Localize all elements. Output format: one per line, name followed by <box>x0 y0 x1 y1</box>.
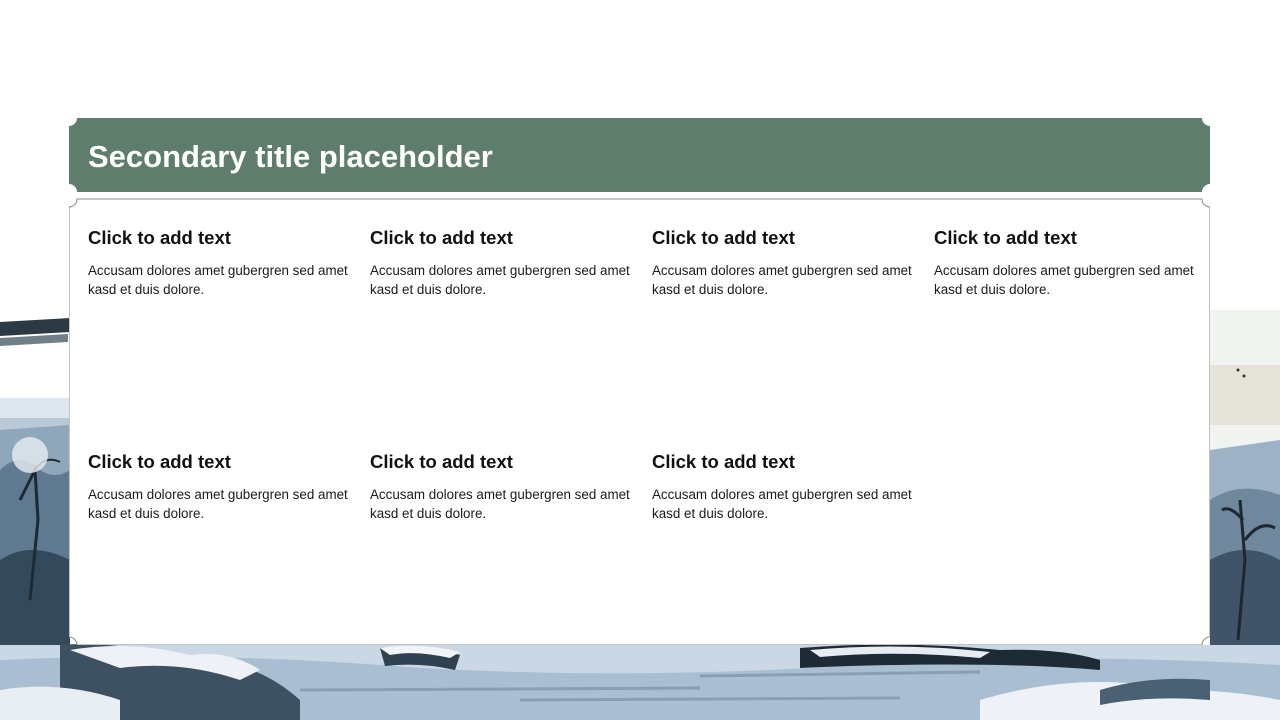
text-block-heading[interactable]: Click to add text <box>934 227 1077 248</box>
content-panel <box>69 118 1210 645</box>
text-block-body[interactable]: Accusam dolores amet gubergren sed amet kasd et duis dolore. <box>934 263 1194 297</box>
text-block-4[interactable] <box>934 226 1194 299</box>
text-block-5[interactable] <box>88 450 348 523</box>
text-block-heading[interactable]: Click to add text <box>652 227 795 248</box>
text-block-2[interactable] <box>370 226 630 299</box>
title-bar <box>69 118 1210 192</box>
text-block-body[interactable]: Accusam dolores amet gubergren sed amet kasd et duis dolore. <box>370 487 630 521</box>
text-block-7[interactable] <box>652 450 912 523</box>
text-grid <box>88 226 1198 626</box>
text-block-1[interactable] <box>88 226 348 299</box>
text-block-body[interactable]: Accusam dolores amet gubergren sed amet kasd et duis dolore. <box>652 487 912 521</box>
text-block-heading[interactable]: Click to add text <box>370 451 513 472</box>
text-block-body[interactable]: Accusam dolores amet gubergren sed amet kasd et duis dolore. <box>652 263 912 297</box>
text-block-body[interactable]: Accusam dolores amet gubergren sed amet kasd et duis dolore. <box>88 487 348 521</box>
page-title[interactable]: Secondary title placeholder <box>88 139 493 174</box>
text-block-body[interactable]: Accusam dolores amet gubergren sed amet kasd et duis dolore. <box>370 263 630 297</box>
text-block-heading[interactable]: Click to add text <box>652 451 795 472</box>
text-block-heading[interactable]: Click to add text <box>88 451 231 472</box>
text-block-heading[interactable]: Click to add text <box>88 227 231 248</box>
text-block-3[interactable] <box>652 226 912 299</box>
text-block-heading[interactable]: Click to add text <box>370 227 513 248</box>
text-block-body[interactable]: Accusam dolores amet gubergren sed amet kasd et duis dolore. <box>88 263 348 297</box>
text-block-6[interactable] <box>370 450 630 523</box>
